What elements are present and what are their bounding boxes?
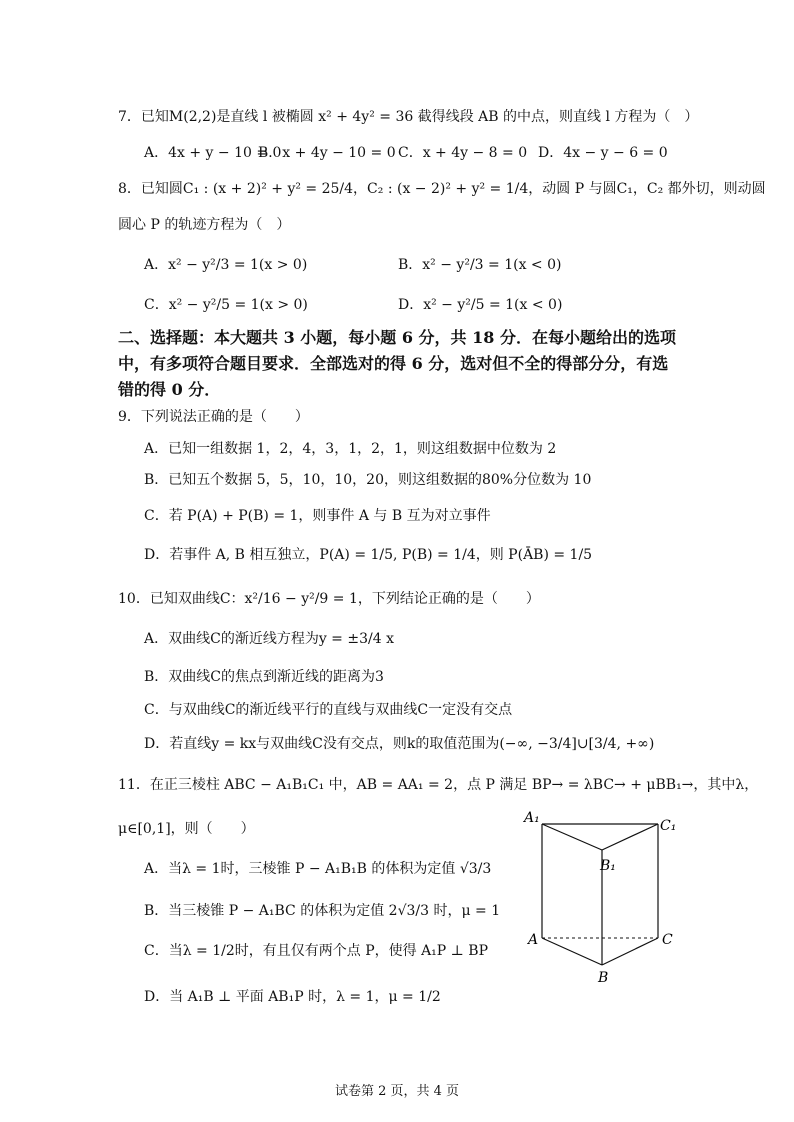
label-a: A: [528, 932, 539, 948]
q8-stem-line1: 8．已知圆C₁ : (x + 2)² + y² = 25/4，C₂ : (x − 2)² + y² = 1/4，动圆 P 与圆C₁，C₂ 都外切，则动圆: [118, 181, 766, 197]
q7-option-a: A．4x + y − 10 = 0: [144, 145, 282, 161]
page-footer: 试卷第 2 页，共 4 页: [334, 1084, 460, 1099]
q8-option-b: B．x² − y²/3 = 1(x < 0): [398, 257, 562, 273]
label-c1: C₁: [660, 818, 677, 834]
q11-option-c: C．当λ = 1/2时，有且仅有两个点 P，使得 A₁P ⊥ BP: [144, 943, 488, 959]
edge-a-b: [542, 938, 602, 965]
q10-option-a: A．双曲线C的渐近线方程为y = ±3/4 x: [144, 631, 394, 647]
q8-option-a: A．x² − y²/3 = 1(x > 0): [144, 257, 308, 273]
section2-line2: 中，有多项符合题目要求．全部选对的得 6 分，选对但不全的得部分分，有选: [118, 354, 669, 373]
q11-stem-line1: 11．在正三棱柱 ABC − A₁B₁C₁ 中，AB = AA₁ = 2，点 P 满足 BP→ = λBC→ + μBB₁→，其中λ，: [118, 777, 759, 793]
q10-option-d: D．若直线y = kx与双曲线C没有交点，则k的取值范围为(−∞, −3/4]∪[3/4, +∞): [144, 736, 655, 752]
q7-option-c: C．x + 4y − 8 = 0: [398, 145, 528, 161]
section2-line1: 二、选择题：本大题共 3 小题，每小题 6 分，共 18 分．在每小题给出的选项: [118, 328, 676, 347]
q10-option-c: C．与双曲线C的渐近线平行的直线与双曲线C一定没有交点: [144, 702, 513, 718]
q8-option-c: C．x² − y²/5 = 1(x > 0): [144, 297, 308, 313]
q9-option-b: B．已知五个数据 5，5，10，10，20，则这组数据的80%分位数为 10: [144, 472, 592, 488]
label-b: B: [598, 970, 609, 986]
edge-a1-b1: [542, 824, 602, 850]
q11-option-a: A．当λ = 1时，三棱锥 P − A₁B₁B 的体积为定值 √3/3: [144, 861, 492, 877]
q7-stem: 7．已知M(2,2)是直线 l 被椭圆 x² + 4y² = 36 截得线段 AB 的中点，则直线 l 方程为（ ）: [118, 109, 699, 125]
prism-figure: [520, 810, 700, 990]
q9-option-c: C．若 P(A) + P(B) = 1，则事件 A 与 B 互为对立事件: [144, 508, 491, 524]
q9-option-a: A．已知一组数据 1，2，4，3，1，2，1，则这组数据中位数为 2: [144, 441, 557, 457]
q10-stem: 10．已知双曲线C：x²/16 − y²/9 = 1，下列结论正确的是（ ）: [118, 591, 540, 607]
q11-option-b: B．当三棱锥 P − A₁BC 的体积为定值 2√3/3 时，μ = 1: [144, 903, 501, 919]
edge-b1-c1: [602, 824, 658, 850]
label-c: C: [662, 932, 673, 948]
q8-option-d: D．x² − y²/5 = 1(x < 0): [398, 297, 563, 313]
q8-stem-line2: 圆心 P 的轨迹方程为（ ）: [118, 217, 291, 233]
q7-option-d: D．4x − y − 6 = 0: [538, 145, 668, 161]
edge-b-c: [602, 938, 658, 965]
label-b1: B₁: [600, 858, 616, 874]
q10-option-b: B．双曲线C的焦点到渐近线的距离为3: [144, 669, 384, 685]
q11-stem-line2: μ∈[0,1]，则（ ）: [118, 821, 255, 837]
q7-option-b: B．x + 4y − 10 = 0: [258, 145, 396, 161]
q9-option-d: D．若事件 A, B 相互独立，P(A) = 1/5, P(B) = 1/4，则 P(ĀB) = 1/5: [144, 547, 593, 563]
section2-line3: 错的得 0 分．: [118, 380, 221, 399]
q9-stem: 9．下列说法正确的是（ ）: [118, 409, 309, 425]
label-a1: A₁: [524, 810, 540, 826]
q11-option-d: D．当 A₁B ⊥ 平面 AB₁P 时，λ = 1，μ = 1/2: [144, 989, 441, 1005]
